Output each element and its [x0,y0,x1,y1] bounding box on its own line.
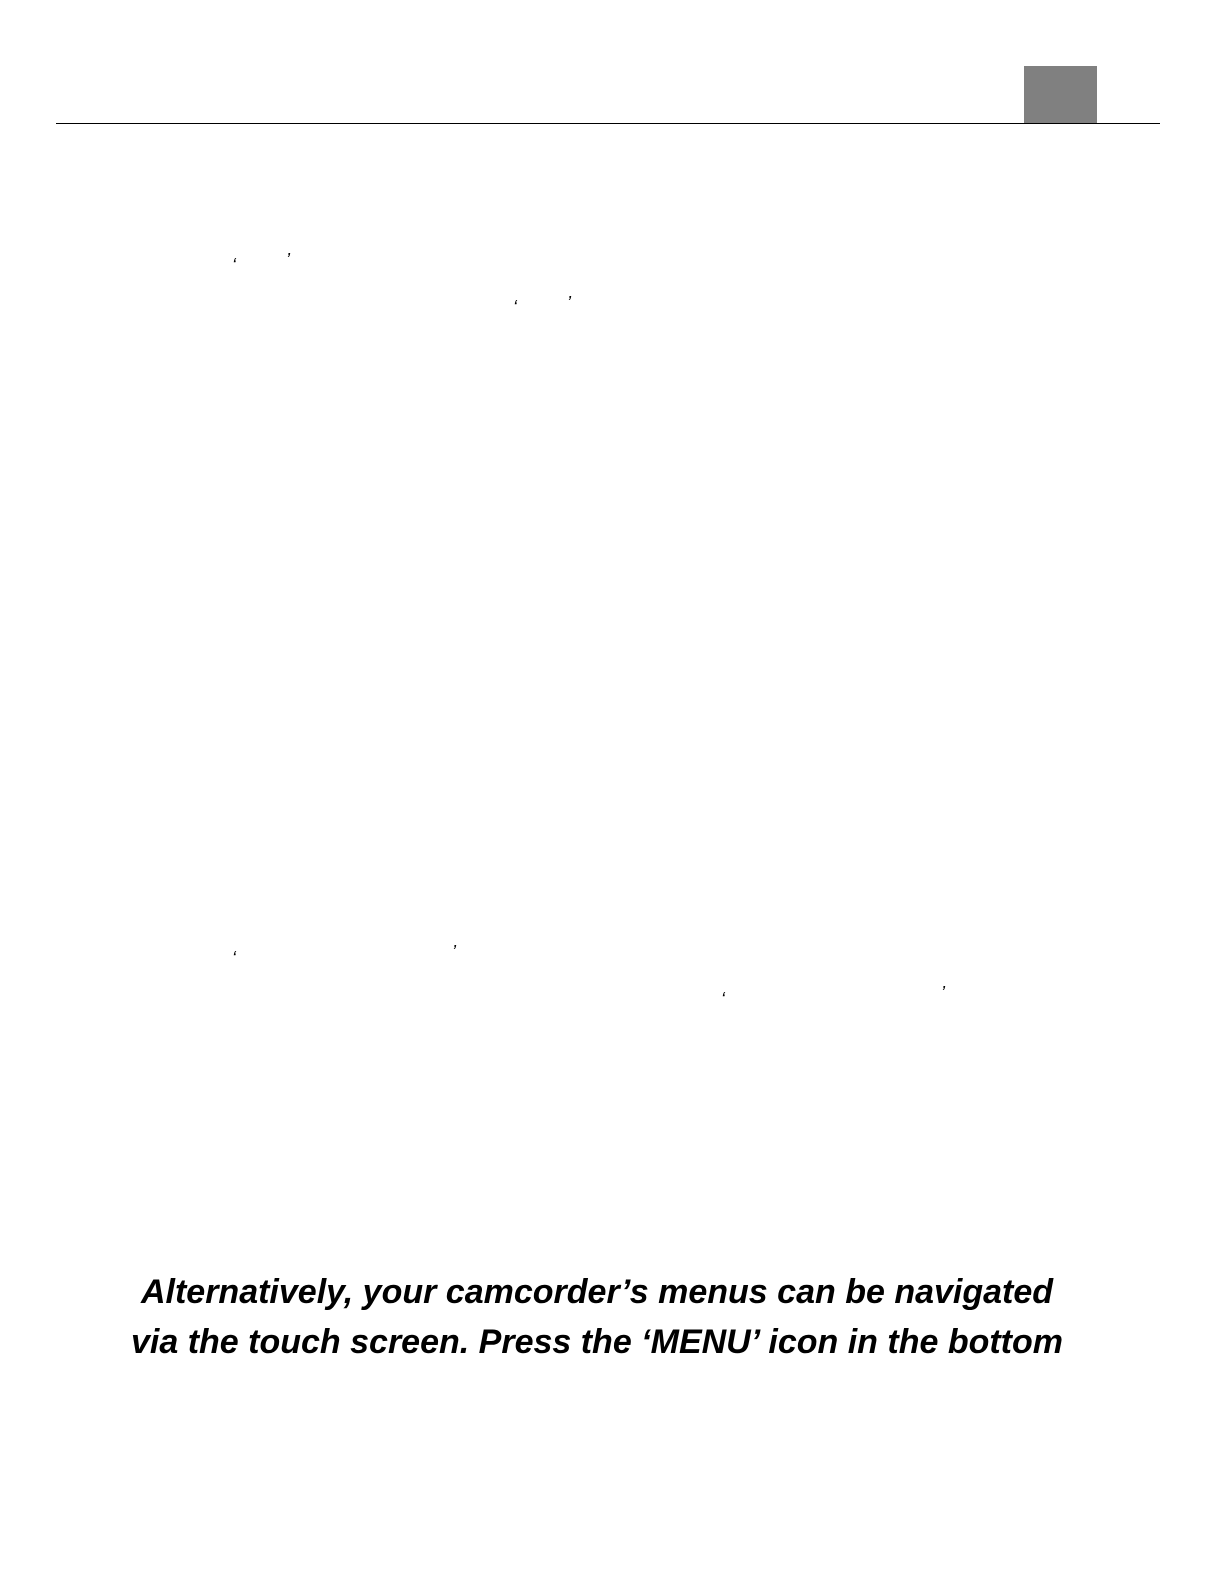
close-quote-mark: ’ [941,983,945,1003]
close-quote-mark: ’ [452,942,456,962]
header-rule [56,123,1160,124]
open-quote-mark: ‘ [513,297,517,317]
open-quote-mark: ‘ [232,255,236,275]
open-quote-mark: ‘ [721,989,725,1009]
instruction-paragraph [0,1267,1194,1367]
page-tab-marker [1024,66,1097,123]
instruction-line-2: via the touch screen. Press the ‘MENU’ icon in the bottom [130,1323,1063,1361]
close-quote-mark: ’ [286,250,290,270]
open-quote-mark: ‘ [232,948,236,968]
close-quote-mark: ’ [567,293,571,313]
instruction-line-1: Alternatively, your camcorder’s menus can be navigated [140,1273,1054,1311]
